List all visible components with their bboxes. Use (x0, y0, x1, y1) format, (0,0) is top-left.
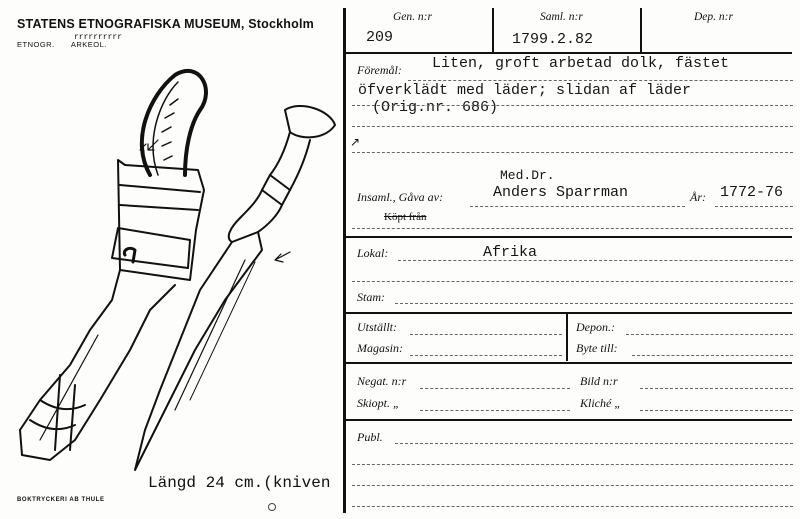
gen-value: 209 (366, 29, 394, 46)
magasin-label: Magasin: (357, 341, 403, 355)
dagger-blade (135, 232, 262, 470)
kliche-label: Kliché „ (580, 396, 621, 410)
etnogr-label: ETNOGR. (17, 40, 55, 49)
museum-title: STATENS ETNOGRAFISKA MUSEUM, Stockholm (17, 17, 314, 31)
magasin-dots (410, 355, 562, 356)
rule-lokal (345, 236, 792, 238)
col-divider-1 (492, 8, 494, 53)
saml-label: Saml. n:r (540, 11, 583, 23)
utstallt-label: Utställt: (357, 320, 398, 334)
punch-hole (268, 503, 276, 511)
arkeol-label: ARKEOL. (70, 40, 107, 49)
foremal-label: Föremål: (357, 63, 402, 77)
gen-label: Gen. n:r (393, 11, 432, 23)
foremal-dots-4 (352, 152, 793, 153)
lokal-value: Afrika (483, 244, 538, 261)
header-rule (345, 52, 792, 54)
negat-label: Negat. n:r (357, 374, 407, 388)
byte-dots (632, 355, 793, 356)
year-value: 1772-76 (720, 184, 784, 201)
sheath (118, 160, 204, 280)
overprint-mark: rrrrrrrrrr (74, 33, 123, 42)
saml-value: 1799.2.82 (512, 31, 594, 48)
dagger-pommel (285, 106, 335, 137)
bild-label: Bild n:r (580, 374, 618, 388)
collector-name: Anders Sparrman (493, 184, 629, 201)
stam-label: Stam: (357, 290, 385, 304)
pencil-mark: ↗ (350, 135, 361, 149)
printer-imprint: BOKTRYCKERI AB THULE (17, 497, 105, 503)
negat-dots (420, 388, 570, 389)
main-divider (343, 8, 346, 513)
foremal-dots-1 (408, 80, 793, 81)
year-dots (715, 206, 793, 207)
foremal-dots-3 (352, 126, 793, 127)
insaml-dots-2 (352, 228, 793, 229)
rule-publ (345, 419, 792, 421)
lokal-label: Lokal: (357, 246, 389, 260)
insaml-dots (470, 206, 685, 207)
insaml-label: Insaml., Gåva av: (357, 190, 443, 204)
utstallt-dots (410, 334, 562, 335)
publ-dots-2 (352, 464, 793, 465)
col-divider-2 (640, 8, 642, 53)
rule-utstallt (345, 312, 792, 314)
kliche-dots (640, 410, 793, 411)
publ-dots-3 (352, 485, 793, 486)
lokal-dots (398, 260, 793, 261)
rule-negat (345, 362, 792, 364)
publ-dots-1 (395, 443, 793, 444)
collector-title: Med.Dr. (500, 168, 555, 183)
dep-label: Dep. n:r (694, 11, 733, 23)
kopt-fran-struck: Köpt från (384, 211, 427, 223)
stam-dots (395, 303, 793, 304)
utstallt-divider (566, 313, 568, 361)
skiopt-label: Skiopt. „ (357, 396, 400, 410)
foremal-line-2: öfverklädt med läder; slidan af läder (358, 82, 692, 99)
skiopt-dots (420, 410, 570, 411)
dagger-illustration (0, 55, 345, 475)
byte-label: Byte till: (576, 341, 618, 355)
depon-dots (626, 334, 793, 335)
foremal-line-1: Liten, groft arbetad dolk, fästet (432, 55, 730, 72)
depon-label: Depon.: (576, 320, 615, 334)
length-caption: Längd 24 cm.(kniven (148, 474, 331, 492)
publ-label: Publ. (357, 430, 383, 444)
foremal-dots-2 (352, 105, 793, 106)
year-label: År: (690, 190, 706, 204)
lokal-dots-2 (352, 281, 793, 282)
publ-dots-4 (352, 506, 793, 507)
foremal-line-3: (Orig.nr. 686) (372, 99, 499, 116)
bild-dots (640, 388, 793, 389)
